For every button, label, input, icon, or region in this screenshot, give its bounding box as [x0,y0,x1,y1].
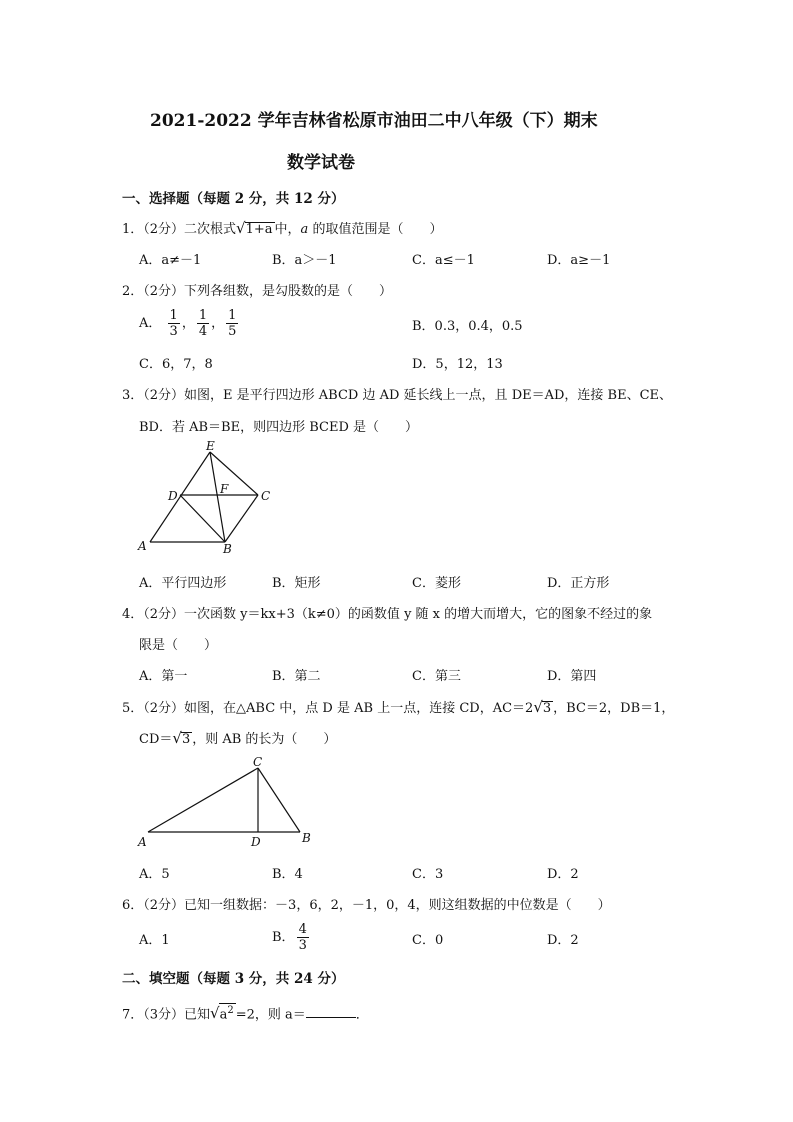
numerator: 1 [228,308,237,323]
question-4-option-c[interactable]: C．第三 [412,669,461,684]
question-1-option-d[interactable]: D．a≥－1 [547,253,611,268]
option-a-label: A． [139,316,162,331]
question-1-radicand: 1+a [245,222,273,237]
segment-cb [258,768,300,832]
question-6-option-c[interactable]: C．0 [412,933,444,948]
fraction [197,308,209,339]
fraction [226,308,238,339]
question-6-option-d[interactable]: D．2 [547,933,579,948]
segment-bc [225,495,258,542]
separator: ， [211,316,225,331]
label-b: B [223,542,232,556]
question-5-option-a[interactable]: A．5 [139,867,170,882]
question-4-option-b[interactable]: B．第二 [272,669,321,684]
question-5-text-c: CD＝ [139,732,173,747]
question-5-option-b[interactable]: B．4 [272,867,303,882]
section-heading-choice: 一、选择题（每题 2 分，共 12 分） [122,191,345,207]
question-6-stem: 6．（2分）已知一组数据：－3，6，2，－1，0，4，则这组数据的中位数是（ ） [122,898,611,913]
question-1-var: a [300,222,309,237]
question-2-option-d[interactable]: D．5，12，13 [412,357,503,372]
question-5-text-a: 5．（2分）如图，在△ABC 中，点 D 是 AB 上一点，连接 CD，AC＝2 [122,701,534,716]
question-7-prefix: 7．（3分）已知 [122,1007,211,1023]
denominator: 3 [298,938,307,953]
radicand: 3 [181,732,191,747]
question-6-option-a[interactable]: A．1 [139,933,170,948]
question-2-stem: 2．（2分）下列各组数，是勾股数的是（ ） [122,284,393,299]
fraction [168,308,180,339]
label-d: D [251,835,261,849]
question-7-eq: =2，则 a＝ [235,1007,306,1023]
segment-ac [148,768,258,832]
question-3-option-d[interactable]: D．正方形 [547,576,610,591]
page-subtitle: 数学试卷 [287,153,355,173]
question-1-option-b[interactable]: B．a＞－1 [272,253,337,268]
question-1-prefix: 1．（2分）二次根式 [122,222,237,237]
denominator: 5 [228,324,237,339]
question-4-option-a[interactable]: A．第一 [139,669,188,684]
question-3-option-b[interactable]: B．矩形 [272,576,321,591]
question-5-line1 [122,697,674,716]
label-b: B [302,831,311,845]
question-5-figure [130,752,330,852]
exponent: 2 [227,1005,234,1016]
section-heading-fill: 二、填空题（每题 3 分，共 24 分） [122,971,345,987]
question-4-option-d[interactable]: D．第四 [547,669,597,684]
question-7-end: ． [355,1007,369,1023]
question-5-line2 [139,728,336,747]
question-5-text-b: ，BC＝2，DB＝1， [553,701,675,716]
numerator: 1 [198,308,208,323]
question-3-option-a[interactable]: A．平行四边形 [139,576,227,591]
radical-sign-icon: √ [533,698,543,716]
answer-blank[interactable] [306,1005,356,1018]
question-3-option-c[interactable]: C．菱形 [412,576,461,591]
label-c: C [261,489,271,503]
question-1-option-a[interactable]: A．a≠－1 [139,253,202,268]
numerator: 1 [169,308,178,323]
separator: ， [181,316,195,331]
question-2-option-a[interactable] [139,308,240,339]
question-7-radicand [219,1003,236,1022]
question-7-stem [122,1003,369,1022]
label-f: F [220,482,229,496]
question-1-mid: 中， [274,222,301,237]
question-5-option-c[interactable]: C．3 [412,867,444,882]
question-2-option-c[interactable]: C．6，7，8 [139,357,213,372]
segment-ae [150,452,210,542]
label-c: C [253,755,263,769]
question-3-figure [130,440,280,560]
label-d: D [168,489,178,503]
question-3-line2: BD．若 AB＝BE，则四边形 BCED 是（ ） [139,420,419,435]
question-1-suffix: 的取值范围是（ ） [308,222,443,237]
radical-sign-icon: √ [172,729,182,747]
question-5-text-d: ，则 AB 的长为（ ） [192,732,337,747]
radical-sign-icon: √ [236,219,246,237]
label-a: A [138,539,147,553]
question-2-option-b[interactable]: B．0.3，0.4，0.5 [412,319,523,334]
question-4-line1: 4．（2分）一次函数 y＝kx+3（k≠0）的函数值 y 随 x 的增大而增大，它的图象不经过的象 [122,607,653,622]
denominator: 4 [198,324,208,339]
question-4-line2: 限是（ ） [139,638,218,653]
question-1-option-c[interactable]: C．a≤－1 [412,253,475,268]
radicand: 3 [542,701,552,716]
page-title: 2021-2022 学年吉林省松原市油田二中八年级（下）期末 [150,111,598,131]
question-6-option-b[interactable] [272,922,311,953]
numerator: 4 [298,922,307,937]
question-3-line1: 3．（2分）如图，E 是平行四边形 ABCD 边 AD 延长线上一点，且 DE＝AD，连接 BE、CE、 [122,388,673,403]
label-a: A [138,835,147,849]
denominator: 3 [169,324,178,339]
radicand-base: a [219,1007,228,1023]
question-5-option-d[interactable]: D．2 [547,867,579,882]
segment-ec [210,452,258,495]
label-e: E [206,440,215,453]
option-b-label: B． [272,930,295,945]
fraction [297,922,309,953]
radical-sign-icon: √ [210,1004,220,1023]
question-1-stem [122,218,442,237]
